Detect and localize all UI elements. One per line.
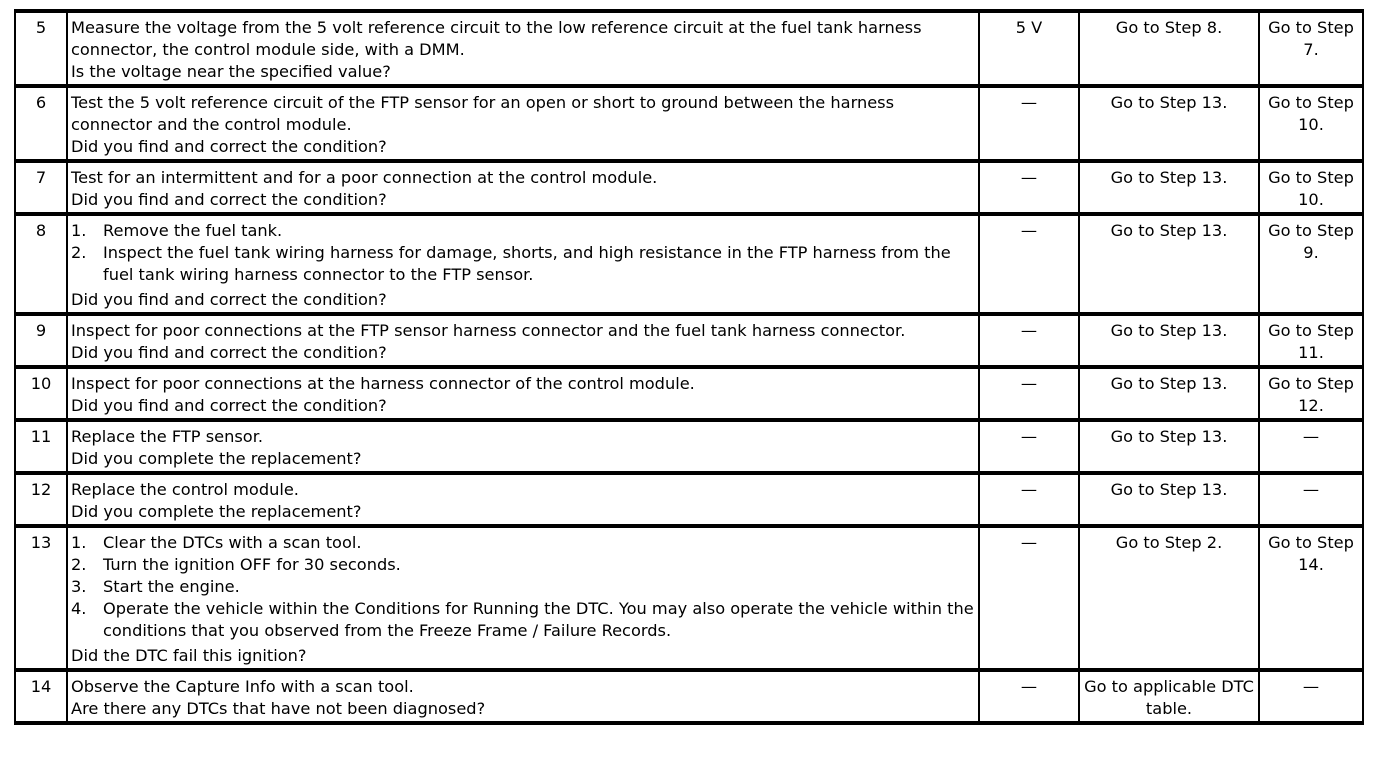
table-row	[15, 670, 1363, 723]
substep-item	[71, 554, 975, 576]
action-text: Inspect for poor connections at the harness connector of the control module.	[71, 374, 695, 393]
diagnostic-steps-table	[14, 9, 1364, 725]
substep-item	[71, 220, 975, 242]
step-no: Go to Step 12.	[1259, 367, 1363, 420]
step-yes: Go to Step 2.	[1079, 526, 1259, 670]
step-yes: Go to Step 13.	[1079, 161, 1259, 214]
action-text: Replace the control module.	[71, 480, 299, 499]
step-question: Did you complete the replacement?	[71, 502, 362, 521]
step-value: —	[979, 473, 1079, 526]
step-number: 9	[15, 314, 67, 367]
step-question: Did the DTC fail this ignition?	[71, 646, 307, 665]
table-row	[15, 526, 1363, 670]
step-value: 5 V	[979, 11, 1079, 86]
step-no: Go to Step 7.	[1259, 11, 1363, 86]
step-action	[67, 161, 979, 214]
substep-item	[71, 576, 975, 598]
step-no: Go to Step 10.	[1259, 161, 1363, 214]
substep-list	[71, 220, 975, 286]
step-number: 8	[15, 214, 67, 314]
step-no: Go to Step 14.	[1259, 526, 1363, 670]
substep-item	[71, 532, 975, 554]
action-text: Replace the FTP sensor.	[71, 427, 264, 446]
step-no: Go to Step 9.	[1259, 214, 1363, 314]
step-number: 10	[15, 367, 67, 420]
table-row	[15, 473, 1363, 526]
step-question: Did you find and correct the condition?	[71, 137, 387, 156]
step-value: —	[979, 314, 1079, 367]
step-value: —	[979, 161, 1079, 214]
table-row	[15, 314, 1363, 367]
substep-text: Remove the fuel tank.	[103, 221, 283, 240]
step-yes: Go to Step 13.	[1079, 367, 1259, 420]
substep-number: 1.	[71, 221, 87, 240]
step-action	[67, 670, 979, 723]
step-action	[67, 11, 979, 86]
step-value: —	[979, 367, 1079, 420]
step-action	[67, 86, 979, 161]
step-value: —	[979, 86, 1079, 161]
step-action	[67, 526, 979, 670]
substep-text: Inspect the fuel tank wiring harness for damage, shorts, and high resistance in the FTP harness from the fuel tank wiring harness connector to the FTP sensor.	[103, 243, 951, 284]
step-number: 14	[15, 670, 67, 723]
step-action	[67, 473, 979, 526]
step-question: Did you find and correct the condition?	[71, 343, 387, 362]
substep-list	[71, 532, 975, 642]
step-no: —	[1259, 473, 1363, 526]
substep-text: Operate the vehicle within the Conditions for Running the DTC. You may also operate the vehicle within the conditions that you observed from the Freeze Frame / Failure Records.	[103, 599, 974, 640]
substep-number: 2.	[71, 555, 87, 574]
step-yes: Go to Step 13.	[1079, 86, 1259, 161]
substep-item	[71, 242, 975, 286]
step-action	[67, 420, 979, 473]
table-row	[15, 214, 1363, 314]
substep-number: 4.	[71, 599, 87, 618]
action-text: Observe the Capture Info with a scan tool.	[71, 677, 414, 696]
table-row	[15, 86, 1363, 161]
table-row	[15, 367, 1363, 420]
substep-number: 3.	[71, 577, 87, 596]
step-number: 12	[15, 473, 67, 526]
step-no: Go to Step 11.	[1259, 314, 1363, 367]
substep-text: Start the engine.	[103, 577, 240, 596]
step-question: Did you find and correct the condition?	[71, 396, 387, 415]
substep-text: Turn the ignition OFF for 30 seconds.	[103, 555, 401, 574]
step-question: Did you find and correct the condition?	[71, 190, 387, 209]
substep-item	[71, 598, 975, 642]
step-yes: Go to Step 8.	[1079, 11, 1259, 86]
step-value: —	[979, 420, 1079, 473]
table-row	[15, 420, 1363, 473]
action-text: Measure the voltage from the 5 volt reference circuit to the low reference circuit at the fuel tank harness connector, the control module side, with a DMM.	[71, 18, 922, 59]
step-action	[67, 214, 979, 314]
step-yes: Go to Step 13.	[1079, 314, 1259, 367]
substep-number: 1.	[71, 533, 87, 552]
step-no: —	[1259, 670, 1363, 723]
table-row	[15, 11, 1363, 86]
step-number: 5	[15, 11, 67, 86]
step-no: Go to Step 10.	[1259, 86, 1363, 161]
step-number: 13	[15, 526, 67, 670]
substep-text: Clear the DTCs with a scan tool.	[103, 533, 362, 552]
action-text: Inspect for poor connections at the FTP sensor harness connector and the fuel tank harness connector.	[71, 321, 906, 340]
step-number: 6	[15, 86, 67, 161]
table-row	[15, 161, 1363, 214]
substep-number: 2.	[71, 243, 87, 262]
step-question: Did you complete the replacement?	[71, 449, 362, 468]
step-value: —	[979, 670, 1079, 723]
step-yes: Go to Step 13.	[1079, 214, 1259, 314]
step-no: —	[1259, 420, 1363, 473]
step-question: Did you find and correct the condition?	[71, 290, 387, 309]
step-action	[67, 314, 979, 367]
step-number: 11	[15, 420, 67, 473]
table-body	[15, 11, 1363, 723]
step-value: —	[979, 214, 1079, 314]
step-yes: Go to applicable DTC table.	[1079, 670, 1259, 723]
step-value: —	[979, 526, 1079, 670]
step-number: 7	[15, 161, 67, 214]
step-yes: Go to Step 13.	[1079, 420, 1259, 473]
step-question: Is the voltage near the specified value?	[71, 62, 391, 81]
step-question: Are there any DTCs that have not been diagnosed?	[71, 699, 486, 718]
action-text: Test the 5 volt reference circuit of the FTP sensor for an open or short to ground between the harness connector and the control module.	[71, 93, 895, 134]
step-action	[67, 367, 979, 420]
step-yes: Go to Step 13.	[1079, 473, 1259, 526]
action-text: Test for an intermittent and for a poor connection at the control module.	[71, 168, 658, 187]
